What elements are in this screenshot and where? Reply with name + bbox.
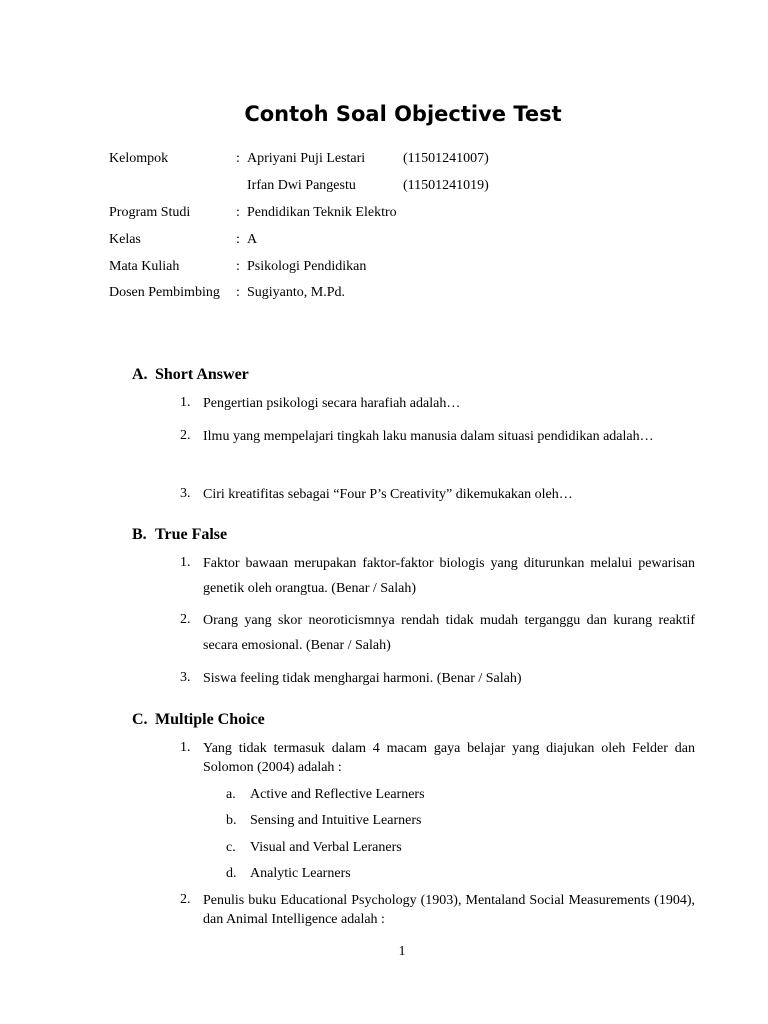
- section-title: Short Answer: [155, 366, 249, 383]
- question-number: 2.: [180, 428, 191, 443]
- info-value: Pendidikan Teknik Elektro: [247, 205, 397, 220]
- info-value: Irfan Dwi Pangestu: [247, 178, 356, 193]
- info-colon: :: [236, 151, 240, 166]
- option-letter: d.: [226, 866, 237, 881]
- question-text: Orang yang skor neoroticismnya rendah tidak mudah terganggu dan kurang reaktif secara emosional. (Benar / Salah): [203, 613, 695, 653]
- question-number: 2.: [180, 892, 191, 907]
- info-nim: (11501241019): [403, 178, 489, 193]
- info-label: Mata Kuliah: [109, 259, 180, 274]
- info-colon: :: [236, 232, 240, 247]
- info-label: Kelas: [109, 232, 141, 247]
- question-number: 1.: [180, 395, 191, 410]
- info-colon: :: [236, 285, 240, 300]
- option-text: Active and Reflective Learners: [250, 787, 425, 802]
- info-colon: :: [236, 205, 240, 220]
- option-text: Visual and Verbal Leraners: [250, 840, 402, 855]
- question-text: Faktor bawaan merupakan faktor-faktor biologis yang diturunkan melalui pewarisan genetik oleh orangtua. (Benar / Salah): [203, 556, 695, 596]
- question-number: 1.: [180, 555, 191, 570]
- option-text: Analytic Learners: [250, 866, 351, 881]
- question-number: 3.: [180, 670, 191, 685]
- info-value: Sugiyanto, M.Pd.: [247, 285, 346, 300]
- option-text: Sensing and Intuitive Learners: [250, 813, 422, 828]
- info-nim: (11501241007): [403, 151, 489, 166]
- section-title: True False: [155, 526, 228, 543]
- question-text: Penulis buku Educational Psychology (1903), Mentaland Social Measurements (1904), dan Animal Intelligence adalah :: [203, 893, 695, 927]
- question-number: 3.: [180, 486, 191, 501]
- question-number: 2.: [180, 612, 191, 627]
- info-colon: :: [236, 259, 240, 274]
- info-label: Kelompok: [109, 151, 169, 166]
- question-text: Ciri kreatifitas sebagai “Four P’s Creativity” dikemukakan oleh…: [203, 487, 573, 502]
- question-number: 1.: [180, 740, 191, 755]
- info-value: Psikologi Pendidikan: [247, 259, 367, 274]
- section-letter: C.: [132, 711, 148, 728]
- question-text: Pengertian psikologi secara harafiah adalah…: [203, 396, 461, 411]
- option-letter: c.: [226, 840, 236, 855]
- option-letter: b.: [226, 813, 237, 828]
- info-value: Apriyani Puji Lestari: [247, 151, 366, 166]
- question-text: Siswa feeling tidak menghargai harmoni. (Benar / Salah): [203, 671, 522, 686]
- info-label: Dosen Pembimbing: [109, 285, 220, 300]
- question-text: Yang tidak termasuk dalam 4 macam gaya belajar yang diajukan oleh Felder dan Solomon (2004) adalah :: [203, 741, 695, 775]
- page-number: 1: [398, 944, 406, 959]
- section-title: Multiple Choice: [155, 711, 265, 728]
- section-letter: A.: [132, 366, 148, 383]
- info-label: Program Studi: [109, 205, 191, 220]
- info-value: A: [247, 232, 258, 247]
- document-title: Contoh Soal Objective Test: [244, 102, 562, 126]
- section-letter: B.: [132, 526, 147, 543]
- option-letter: a.: [226, 787, 236, 802]
- question-text: Ilmu yang mempelajari tingkah laku manusia dalam situasi pendidikan adalah…: [203, 429, 654, 444]
